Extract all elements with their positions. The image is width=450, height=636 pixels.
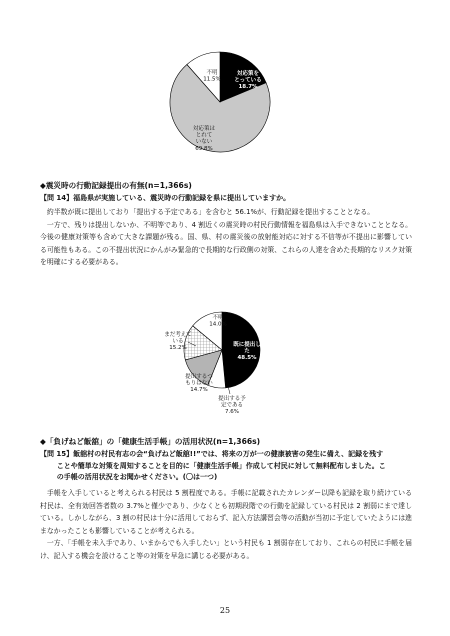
pie-slice-label: 対応策をとっている 18.7% xyxy=(234,71,262,91)
paragraph: 一方で、残りは提出しないか、不明等であり、4 割近くの震災時の村民行動情報を福島県は入手できないこととなる。今後の健康対策等も含めて大きな課題が残る。国、県、村の震災後の放射能対応に対する不信等が不提出に影響している可能性もある。この不提出状況にかんがみ緊急的で長期的な行政側の対策、これらの人達を含めた長期的なリスク対策を明確にする必要がある。 xyxy=(40,220,412,266)
pie-slice-label: 提出するつもりはない 14.7% xyxy=(185,374,213,394)
pie-slice xyxy=(222,312,260,388)
section-heading-health-notebook: ◆「負げねど飯舘」の「健康生活手帳」の活用状況(n=1,366s) xyxy=(40,437,261,446)
paragraph: 手帳を入手していると考えられる村民は 5 割程度である。手帳に記載されたカレンダー以降も記録を取り続けている村民は、全有効回答者数の 3.7%と僅少であり、少なくとも初期段階での行動を記録している村民は 2 割弱にまで達している。しかしながら、3 割の村民は十分に活用しておらず、記入方法講習会等の活動が当初に予定していたようには進まなかったことも影響していることが考えられる。 xyxy=(40,489,412,535)
pie-slice-label: 不明 14.0% xyxy=(209,315,227,328)
section-heading-action-record: ◆震災時の行動記録提出の有無(n=1,366s) xyxy=(40,181,192,190)
question-15: 【問 15】飯舘村の村民有志の会“負げねど飯舘!!”では、将来の万が一の健康被害の発生に備え、記録を残す ことや簡単な対策を周知することを目的に「健康生活手帳」作成して村民に対して無料配布しました。こ の手帳の活用状況をお聞かせください。(〇は一つ) xyxy=(40,450,386,481)
pie-slice-label: 対応策はとれていない 69.8% xyxy=(192,126,216,152)
question-14: 【問 14】福島県が実施している、震災時の行動記録を県に提出していますか。 xyxy=(40,194,291,202)
body-text-section1 xyxy=(40,206,412,269)
page-number: 25 xyxy=(219,606,231,615)
pie-slice-label: 既に提出した 48.5% xyxy=(233,342,261,362)
pie-slice-label: 不明 11.5% xyxy=(203,70,221,83)
pie-slice-label: まだ考えている 15.2% xyxy=(164,332,192,352)
pie-slice-label: 提出する予定である 7.6% xyxy=(218,396,246,416)
pie-chart-countermeasures xyxy=(150,48,290,160)
pie-chart-record-submission xyxy=(140,296,300,420)
paragraph: 約半数が既に提出しており「提出する予定である」を含むと 56.1%が、行動記録を提出することとなる。 xyxy=(46,208,375,216)
paragraph: 一方、「手帳を未入手であり、いまからでも入手したい」という村民も 1 割弱存在しており、これらの村民に手帳を届け、記入する機会を設けること等の対策を早急に講じる必要がある。 xyxy=(40,539,412,560)
body-text-section2 xyxy=(40,487,412,562)
